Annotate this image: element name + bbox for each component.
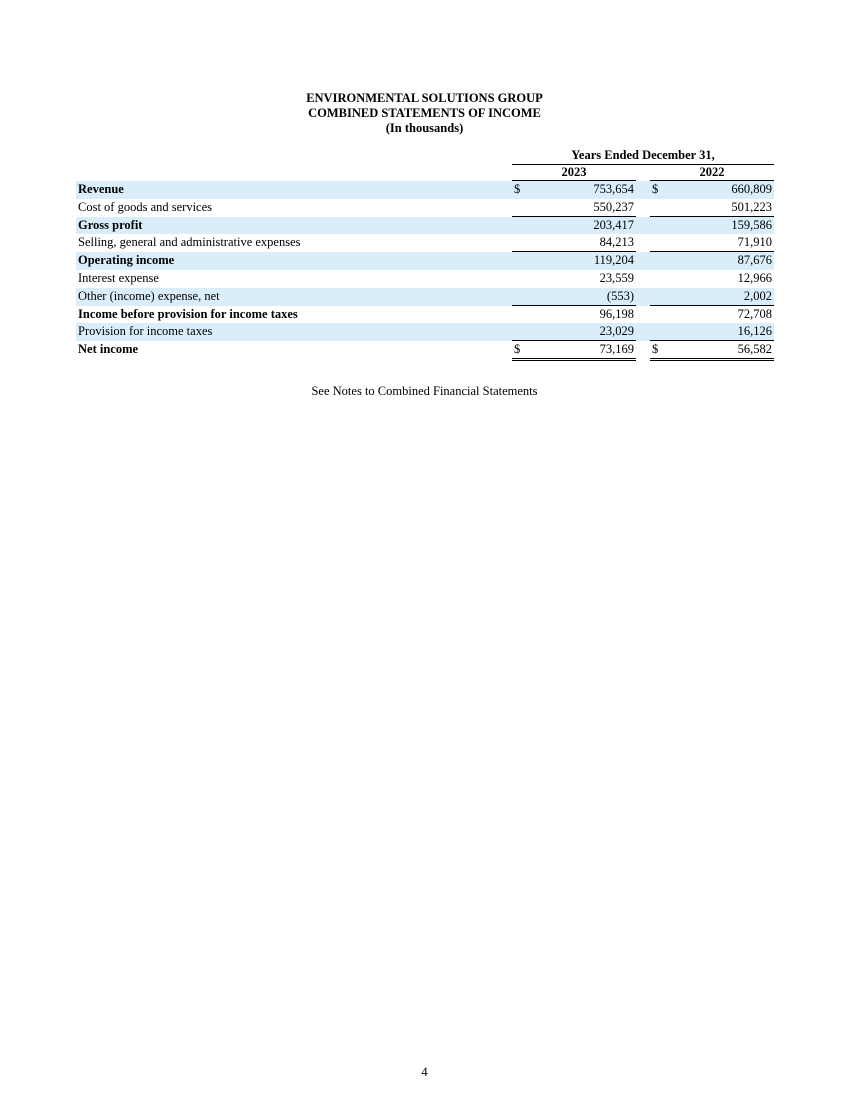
income-statement-table [76, 146, 774, 359]
row-net-income [76, 341, 774, 359]
currency-symbol: $ [514, 342, 521, 357]
cell-2023 [512, 234, 636, 252]
cell-2023 [512, 323, 636, 341]
row-interest-expense [76, 270, 774, 288]
row-label: Net income [78, 342, 139, 357]
row-other-income-expense [76, 288, 774, 306]
cell-2023 [512, 181, 636, 198]
cell-2022 [650, 234, 774, 252]
cell-2022 [650, 217, 774, 234]
row-label: Selling, general and administrative expenses [78, 235, 301, 250]
statement-title: COMBINED STATEMENTS OF INCOME [308, 106, 541, 120]
value-2023: 23,029 [599, 324, 634, 339]
value-2023: 96,198 [599, 306, 634, 321]
cell-2023 [512, 199, 636, 217]
value-2023: 23,559 [599, 270, 634, 285]
value-2023: 203,417 [593, 217, 634, 232]
value-2023: 550,237 [593, 199, 634, 214]
period-header: Years Ended December 31, [512, 148, 774, 165]
cell-2023 [512, 341, 636, 361]
row-operating-income [76, 252, 774, 270]
company-name: ENVIRONMENTAL SOLUTIONS GROUP [306, 91, 543, 105]
cell-2022 [650, 181, 774, 198]
cell-2023 [512, 288, 636, 306]
value-2022: 16,126 [737, 324, 772, 339]
currency-symbol: $ [514, 182, 521, 196]
row-cost-of-goods [76, 199, 774, 217]
value-2022: 159,586 [731, 217, 772, 232]
years-header-row [76, 164, 774, 181]
cell-2022 [650, 306, 774, 323]
row-label: Operating income [78, 253, 175, 268]
cell-2022 [650, 270, 774, 287]
value-2023: 84,213 [599, 235, 634, 250]
cell-2023 [512, 306, 636, 323]
row-provision-income-taxes [76, 323, 774, 341]
value-2022: 660,809 [731, 182, 772, 196]
value-2022: 12,966 [737, 270, 772, 285]
footnote: See Notes to Combined Financial Statements [311, 384, 538, 398]
row-income-before-taxes [76, 306, 774, 324]
row-label: Provision for income taxes [78, 324, 213, 339]
value-2022: 87,676 [737, 253, 772, 268]
row-label: Interest expense [78, 270, 159, 285]
currency-symbol: $ [652, 182, 659, 196]
value-2022: 72,708 [737, 306, 772, 321]
value-2023: 119,204 [593, 253, 634, 268]
cell-2022 [650, 252, 774, 269]
page-number: 4 [421, 1065, 428, 1079]
row-label: Gross profit [78, 217, 143, 232]
value-2022: 56,582 [737, 342, 772, 357]
cell-2022 [650, 288, 774, 306]
row-revenue [76, 181, 774, 199]
row-label: Income before provision for income taxes [78, 306, 298, 321]
row-label: Revenue [78, 182, 124, 196]
value-2022: 71,910 [737, 235, 772, 250]
row-sga-expenses [76, 234, 774, 252]
value-2023: 73,169 [599, 342, 634, 357]
row-label: Cost of goods and services [78, 199, 213, 214]
value-2023: (553) [606, 288, 634, 303]
currency-symbol: $ [652, 342, 659, 357]
units-note: (In thousands) [385, 121, 464, 135]
cell-2023 [512, 270, 636, 287]
row-label: Other (income) expense, net [78, 288, 220, 303]
year-2022-header: 2022 [650, 165, 774, 181]
statement-header [0, 91, 849, 136]
value-2022: 501,223 [731, 199, 772, 214]
row-gross-profit [76, 217, 774, 235]
cell-2022 [650, 341, 774, 361]
value-2023: 753,654 [593, 182, 634, 196]
value-2022: 2,002 [743, 288, 772, 303]
cell-2023 [512, 217, 636, 234]
year-2023-header: 2023 [512, 165, 636, 181]
cell-2022 [650, 323, 774, 341]
cell-2023 [512, 252, 636, 269]
period-header-row [76, 146, 774, 164]
cell-2022 [650, 199, 774, 217]
